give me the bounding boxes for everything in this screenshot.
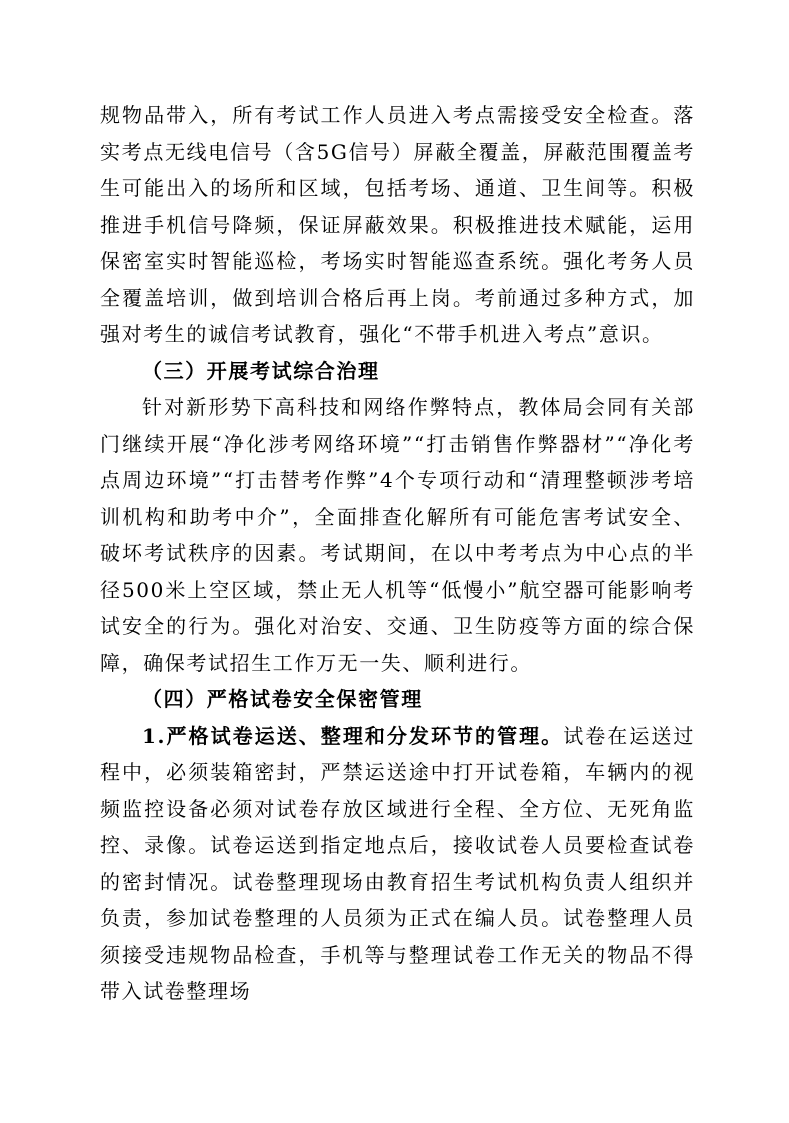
section-heading-3: （三）开展考试综合治理	[142, 358, 380, 383]
paragraph-body-text: 试卷在运送过程中，必须装箱密封，严禁运送途中打开试卷箱，车辆内的视频监控设备必须对试卷存放区域进行全程、全方位、无死角监控、录像。试卷运送到指定地点后，接收试卷人员要检查试卷的密封情况。试卷整理现场由教育招生考试机构负责人组织并负责，参加试卷整理的人员须为正式在编人员。试卷整理人员须接受违规物品检查，手机等与整理试卷工作无关的物品不得带入试卷整理场	[100, 723, 695, 1003]
paragraph-paper-transport	[100, 718, 695, 1010]
document-body	[100, 97, 695, 1010]
paragraph-comprehensive-governance: 针对新形势下高科技和网络作弊特点，教体局会同有关部门继续开展“净化涉考网络环境”“打击销售作弊器材”“净化考点周边环境”“打击替考作弊”4个专项行动和“清理整顿涉考培训机构和助考中介”，全面排查化解所有可能危害考试安全、破坏考试秩序的因素。考试期间，在以中考考点为中心点的半径500米上空区域，禁止无人机等“低慢小”航空器可能影响考试安全的行为。强化对治安、交通、卫生防疫等方面的综合保障，确保考试招生工作万无一失、顺利进行。	[100, 395, 695, 675]
paragraph-security-check: 规物品带入，所有考试工作人员进入考点需接受安全检查。落实考点无线电信号（含5G信号）屏蔽全覆盖，屏蔽范围覆盖考生可能出入的场所和区域，包括考场、通道、卫生间等。积极推进手机信号降频，保证屏蔽效果。积极推进技术赋能，运用保密室实时智能巡检，考场实时智能巡查系统。强化考务人员全覆盖培训，做到培训合格后再上岗。考前通过多种方式，加强对考生的诚信考试教育，强化“不带手机进入考点”意识。	[100, 103, 695, 346]
section-heading-4: （四）严格试卷安全保密管理	[142, 687, 423, 711]
paragraph-lead-text: 1.严格试卷运送、整理和分发环节的管理。	[142, 723, 564, 748]
